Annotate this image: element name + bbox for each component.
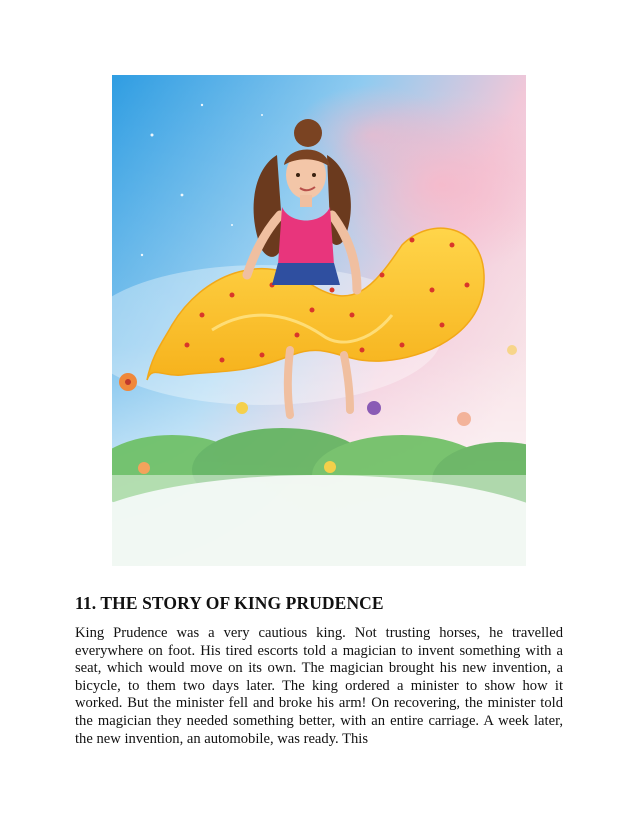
- girl-flying-on-scarf-picture: [112, 75, 526, 566]
- story-paragraph: King Prudence was a very cautious king. Not trusting horses, he travelled everywhere on foot. His tired escorts told a magician to invent something with a seat, which would move on its own. The magician brought his new invention, a bicycle, to them two days later. The king ordered a minister to show how it worked. But the minister fell and broke his arm! On recovering, the minister told the magician they needed something better, with an entire carriage. A week later, the new invention, an automobile, was ready. This: [75, 625, 563, 747]
- story-illustration: [112, 75, 526, 566]
- story-heading: 11. THE STORY OF KING PRUDENCE: [75, 593, 384, 613]
